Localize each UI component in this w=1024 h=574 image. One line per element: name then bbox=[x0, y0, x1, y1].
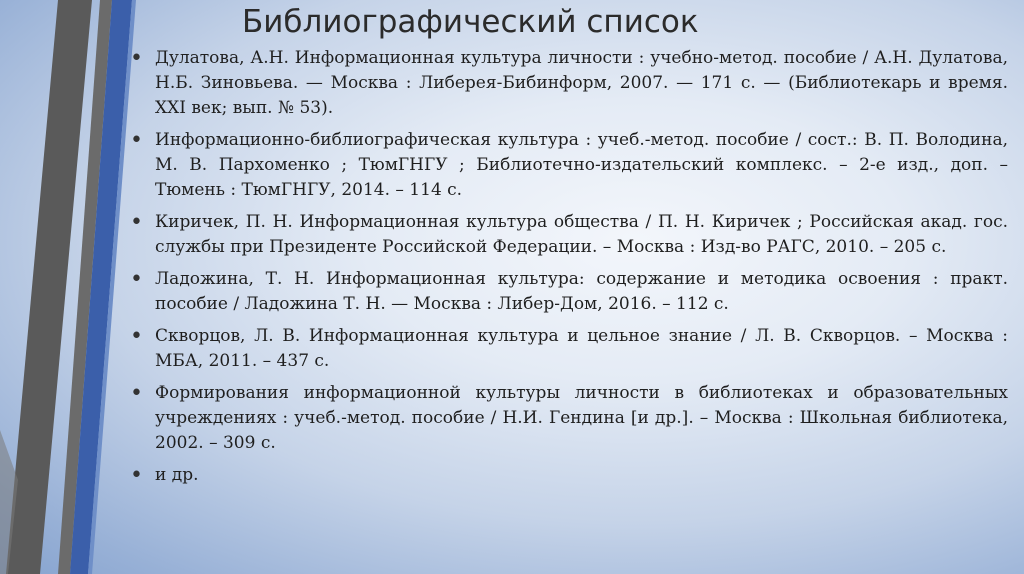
reference-text: Информационно-библиографическая культура : учеб.-метод. пособие / сост.: В. П. Володина, М. В. Пархоменко ; ТюмГНГУ ; Библиотечно-издательский комплекс. – 2-е изд., доп. – Тюмень : ТюмГНГУ, 2014. – 114 с. bbox=[155, 130, 1008, 200]
list-item bbox=[130, 210, 1008, 260]
list-item bbox=[130, 128, 1008, 203]
bibliography-list bbox=[130, 46, 1008, 495]
reference-text: Скворцов, Л. В. Информационная культура и цельное знание / Л. В. Скворцов. – Москва : МБА, 2011. – 437 с. bbox=[155, 326, 1008, 371]
bullet-icon: • bbox=[130, 210, 143, 235]
decorative-stripes bbox=[0, 0, 150, 574]
reference-text: и др. bbox=[155, 465, 199, 485]
list-item bbox=[130, 381, 1008, 456]
bullet-icon: • bbox=[130, 46, 143, 71]
reference-text: Формирования информационной культуры личности в библиотеках и образовательных учреждениях : учеб.-метод. пособие / Н.И. Гендина [и др.]. – Москва : Школьная библиотека, 2002. – 309 с. bbox=[155, 383, 1008, 453]
reference-text: Ладожина, Т. Н. Информационная культура: содержание и методика освоения : практ. пособие / Ладожина Т. Н. — Москва : Либер-Дом, 2016. – 112 с. bbox=[155, 269, 1008, 314]
list-item bbox=[130, 463, 1008, 488]
reference-text: Дулатова, А.Н. Информационная культура личности : учебно-метод. пособие / А.Н. Дулатова, Н.Б. Зиновьева. — Москва : Либерея-Бибинформ, 2007. — 171 с. — (Библиотекарь и время. XXI век; вып. № 53). bbox=[155, 48, 1008, 118]
list-item bbox=[130, 267, 1008, 317]
bullet-icon: • bbox=[130, 324, 143, 349]
bullet-icon: • bbox=[130, 463, 143, 488]
bullet-icon: • bbox=[130, 267, 143, 292]
reference-text: Киричек, П. Н. Информационная культура общества / П. Н. Киричек ; Российская акад. гос. службы при Президенте Российской Федерации. – Москва : Изд-во РАГС, 2010. – 205 с. bbox=[155, 212, 1008, 257]
list-item bbox=[130, 324, 1008, 374]
slide-title: Библиографический список bbox=[242, 4, 699, 40]
bullet-icon: • bbox=[130, 128, 143, 153]
bullet-icon: • bbox=[130, 381, 143, 406]
list-item bbox=[130, 46, 1008, 121]
